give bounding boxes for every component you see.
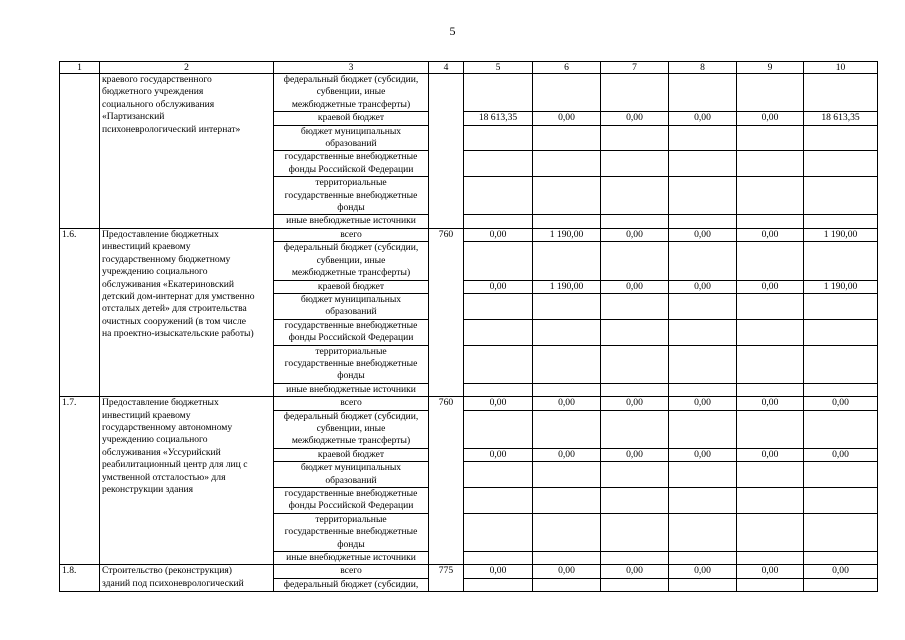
value-cell: 1 190,00 [804,280,878,293]
value-cell [601,488,669,514]
value-cell [601,462,669,488]
value-cell [601,125,669,151]
value-cell [669,215,737,228]
header-cell: 7 [601,62,669,74]
value-cell: 0,00 [669,565,737,578]
value-cell [669,383,737,396]
value-cell [669,151,737,177]
value-cell [737,410,804,448]
value-cell [804,552,878,565]
value-cell [737,513,804,551]
value-cell [464,242,533,280]
value-cell [464,488,533,514]
value-cell [533,462,601,488]
header-cell: 6 [533,62,601,74]
value-cell [737,319,804,345]
funding-source: иные внебюджетные источники [274,552,429,565]
value-cell [737,383,804,396]
value-cell [601,383,669,396]
value-cell [804,151,878,177]
item-name: Предоставление бюджетных инвестиций краевому государственному бюджетному учреждению социального обслуживания «Екатериновский детский дом-интернат для умственно отсталых детей» для строительства очистных сооружений (в том числе на проектно-изыскательские работы) [100,228,274,396]
value-cell [804,242,878,280]
funding-source: территориальные государственные внебюджетные фонды [274,345,429,383]
value-cell: 18 613,35 [464,112,533,125]
value-cell [669,293,737,319]
value-cell [533,488,601,514]
item-code: 775 [429,565,464,592]
value-cell [737,552,804,565]
value-cell: 0,00 [464,565,533,578]
funding-source: государственные внебюджетные фонды Российской Федерации [274,151,429,177]
value-cell [804,345,878,383]
item-name: Строительство (реконструкция) зданий под психоневрологический [100,565,274,592]
item-number: 1.8. [60,565,100,592]
value-cell [601,242,669,280]
value-cell [737,74,804,112]
value-cell [737,215,804,228]
value-cell: 0,00 [601,228,669,241]
funding-source: всего [274,565,429,578]
value-cell [737,578,804,591]
value-cell [804,578,878,591]
budget-table [59,61,878,592]
header-cell: 2 [100,62,274,74]
value-cell [464,513,533,551]
value-cell: 0,00 [601,448,669,461]
value-cell [464,74,533,112]
value-cell [464,151,533,177]
value-cell: 0,00 [669,280,737,293]
value-cell [533,552,601,565]
header-row [60,62,878,74]
value-cell: 0,00 [737,228,804,241]
value-cell: 0,00 [533,397,601,410]
value-cell: 0,00 [804,565,878,578]
funding-source: всего [274,397,429,410]
value-cell: 0,00 [737,448,804,461]
value-cell [533,383,601,396]
value-cell [601,552,669,565]
funding-source: территориальные государственные внебюджетные фонды [274,513,429,551]
value-cell: 0,00 [601,280,669,293]
value-cell [804,125,878,151]
funding-source: федеральный бюджет (субсидии, субвенции, иные межбюджетные трансферты) [274,242,429,280]
header-cell: 4 [429,62,464,74]
value-cell [669,410,737,448]
value-cell: 0,00 [669,112,737,125]
funding-source: бюджет муниципальных образований [274,125,429,151]
value-cell [464,410,533,448]
value-cell [533,345,601,383]
funding-source: территориальные государственные внебюджетные фонды [274,177,429,215]
value-cell: 0,00 [601,112,669,125]
value-cell: 0,00 [464,397,533,410]
value-cell [533,293,601,319]
item-code [429,74,464,229]
value-cell: 18 613,35 [804,112,878,125]
value-cell [804,488,878,514]
header-cell: 1 [60,62,100,74]
value-cell [601,410,669,448]
funding-source: краевой бюджет [274,280,429,293]
value-cell: 0,00 [533,112,601,125]
funding-source: бюджет муниципальных образований [274,293,429,319]
value-cell [804,177,878,215]
value-cell: 0,00 [669,448,737,461]
value-cell [737,345,804,383]
value-cell [464,319,533,345]
item-code: 760 [429,228,464,396]
value-cell: 0,00 [601,565,669,578]
value-cell: 0,00 [804,397,878,410]
value-cell [464,462,533,488]
value-cell [669,242,737,280]
item-number: 1.7. [60,397,100,565]
value-cell [804,462,878,488]
value-cell: 1 190,00 [533,228,601,241]
value-cell [601,151,669,177]
funding-source: федеральный бюджет (субсидии, [274,578,429,591]
value-cell [669,319,737,345]
value-cell [737,293,804,319]
value-cell [533,125,601,151]
value-cell: 0,00 [737,565,804,578]
value-cell: 1 190,00 [533,280,601,293]
funding-source: государственные внебюджетные фонды Российской Федерации [274,488,429,514]
value-cell [601,345,669,383]
value-cell [464,125,533,151]
value-cell [464,345,533,383]
item-number: 1.6. [60,228,100,396]
value-cell [601,513,669,551]
table-row [60,74,878,112]
page-number: 5 [449,24,456,38]
value-cell [464,177,533,215]
header-cell: 10 [804,62,878,74]
value-cell: 0,00 [804,448,878,461]
value-cell [533,410,601,448]
value-cell [464,215,533,228]
value-cell [601,319,669,345]
value-cell [737,488,804,514]
value-cell [669,552,737,565]
funding-source: краевой бюджет [274,448,429,461]
funding-source: иные внебюджетные источники [274,215,429,228]
header-cell: 3 [274,62,429,74]
value-cell [533,319,601,345]
value-cell [464,578,533,591]
value-cell [601,177,669,215]
value-cell [669,177,737,215]
value-cell [737,125,804,151]
value-cell [533,74,601,112]
funding-source: краевой бюджет [274,112,429,125]
value-cell [804,383,878,396]
header-cell: 8 [669,62,737,74]
value-cell: 0,00 [601,397,669,410]
value-cell [804,319,878,345]
value-cell [804,293,878,319]
value-cell: 0,00 [737,112,804,125]
value-cell [737,177,804,215]
table-row [60,565,878,578]
value-cell: 0,00 [464,228,533,241]
table-row [60,397,878,410]
funding-source: бюджет муниципальных образований [274,462,429,488]
value-cell [804,513,878,551]
value-cell [804,215,878,228]
value-cell [533,513,601,551]
value-cell [669,462,737,488]
value-cell [669,74,737,112]
value-cell: 0,00 [737,397,804,410]
value-cell: 0,00 [533,448,601,461]
funding-source: федеральный бюджет (субсидии, субвенции, иные межбюджетные трансферты) [274,410,429,448]
value-cell: 0,00 [737,280,804,293]
value-cell: 0,00 [669,397,737,410]
value-cell [737,151,804,177]
header-cell: 9 [737,62,804,74]
value-cell [464,293,533,319]
funding-source: государственные внебюджетные фонды Российской Федерации [274,319,429,345]
item-name: Предоставление бюджетных инвестиций краевому государственному автономному учреждению социального обслуживания «Уссурийский реабилитационный центр для лиц с умственной отсталостью» для реконструкции здания [100,397,274,565]
funding-source: всего [274,228,429,241]
value-cell [533,578,601,591]
value-cell [533,177,601,215]
value-cell [464,552,533,565]
value-cell [669,513,737,551]
item-code: 760 [429,397,464,565]
funding-source: иные внебюджетные источники [274,383,429,396]
value-cell: 0,00 [464,448,533,461]
value-cell [601,578,669,591]
value-cell [737,462,804,488]
value-cell [533,151,601,177]
value-cell [669,125,737,151]
value-cell [804,74,878,112]
item-number [60,74,100,229]
value-cell [737,242,804,280]
value-cell [533,215,601,228]
value-cell: 0,00 [533,565,601,578]
value-cell [601,215,669,228]
value-cell [804,410,878,448]
value-cell [464,383,533,396]
value-cell [669,578,737,591]
table-row [60,228,878,241]
value-cell [533,242,601,280]
value-cell: 1 190,00 [804,228,878,241]
value-cell [669,345,737,383]
header-cell: 5 [464,62,533,74]
value-cell [601,74,669,112]
item-name: краевого государственного бюджетного учреждения социального обслуживания «Партизанский психоневрологический интернат» [100,74,274,229]
value-cell [669,488,737,514]
funding-source: федеральный бюджет (субсидии, субвенции, иные межбюджетные трансферты) [274,74,429,112]
value-cell: 0,00 [464,280,533,293]
value-cell [601,293,669,319]
value-cell: 0,00 [669,228,737,241]
